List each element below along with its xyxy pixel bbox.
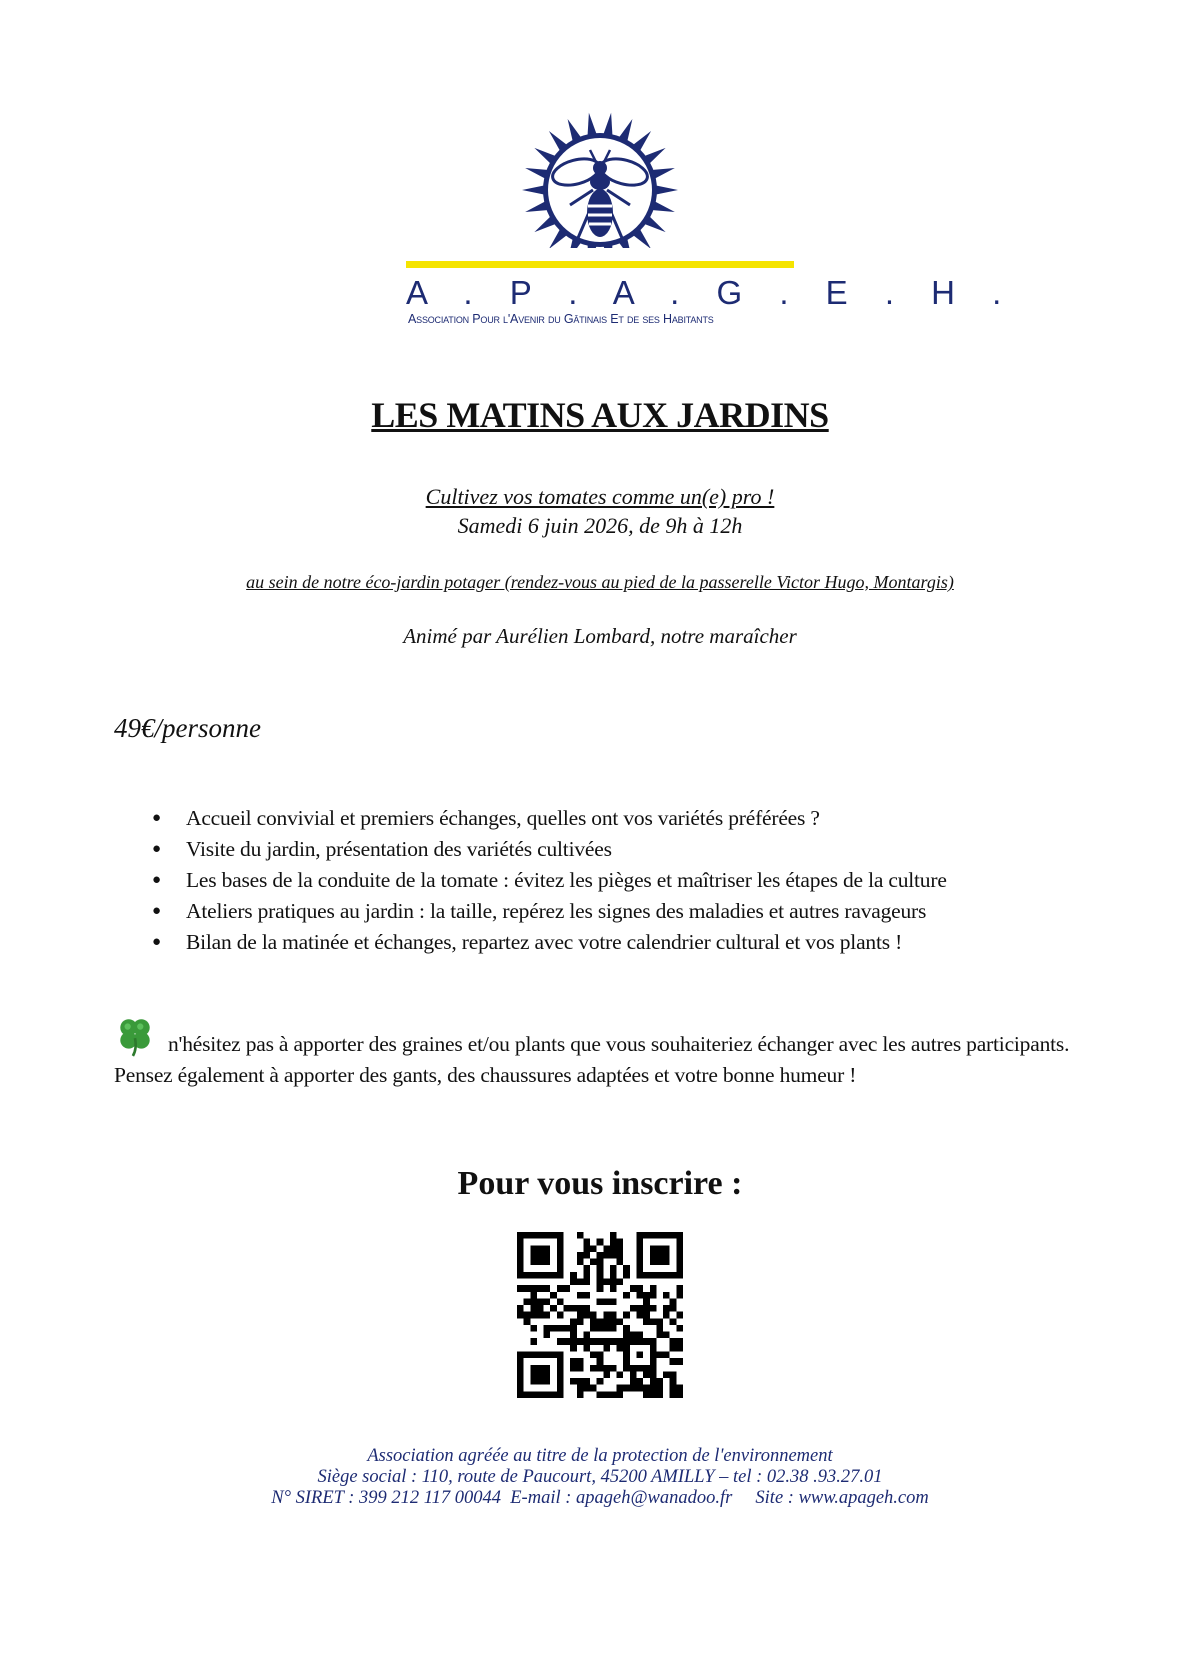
- program-item: ● Bilan de la matinée et échanges, repartez avec votre calendrier cultural et vos plants !: [150, 927, 1160, 958]
- sunflower-bee-icon: [490, 110, 710, 260]
- program-item: ● Les bases de la conduite de la tomate : évitez les pièges et maîtriser les étapes de la culture: [150, 865, 1160, 896]
- event-subtitle: Cultivez vos tomates comme un(e) pro !: [425, 484, 775, 509]
- page-title: LES MATINS AUX JARDINS: [371, 395, 829, 435]
- footer-contact: N° SIRET : 399 212 117 00044 E-mail : apageh@wanadoo.fr Site : www.apageh.com: [271, 1488, 929, 1508]
- logo-acronym: A . P . A . G . E . H .: [406, 274, 1016, 311]
- logo-yellow-bar: [406, 261, 794, 268]
- qr-code[interactable]: [517, 1232, 683, 1398]
- register-heading: Pour vous inscrire :: [457, 1165, 743, 1202]
- program-item: ● Visite du jardin, présentation des variétés cultivées: [150, 834, 1160, 865]
- event-animator: Animé par Aurélien Lombard, notre maraîcher: [403, 624, 797, 648]
- apageh-logo: [400, 110, 1016, 335]
- event-location: au sein de notre éco-jardin potager (rendez-vous au pied de la passerelle Victor Hugo, Montargis): [246, 572, 954, 592]
- logo-subtitle: Association Pour l'Avenir du Gâtinais Et de ses Habitants: [408, 312, 714, 326]
- event-date: Samedi 6 juin 2026, de 9h à 12h: [457, 513, 743, 538]
- program-item: ● Accueil convivial et premiers échanges, quelles ont vos variétés préférées ?: [150, 803, 1160, 834]
- footer: [0, 1446, 1200, 1509]
- program-item: ● Ateliers pratiques au jardin : la taille, repérez les signes des maladies et autres ravageurs: [150, 896, 1160, 927]
- program-list: [150, 803, 1160, 958]
- footer-approval: Association agréée au titre de la protection de l'environnement: [367, 1446, 833, 1466]
- event-price: 49€/personne: [114, 713, 261, 743]
- note-paragraph: [114, 1015, 1074, 1091]
- footer-address: Siège social : 110, route de Paucourt, 45200 AMILLY – tel : 02.38 .93.27.01: [317, 1467, 883, 1487]
- four-leaf-clover-icon: [114, 1015, 156, 1057]
- note-text: n'hésitez pas à apporter des graines et/ou plants que vous souhaiteriez échanger avec les autres participants. Pensez également à apporter des gants, des chaussures adaptées et votre bonne humeur !: [114, 1032, 1070, 1087]
